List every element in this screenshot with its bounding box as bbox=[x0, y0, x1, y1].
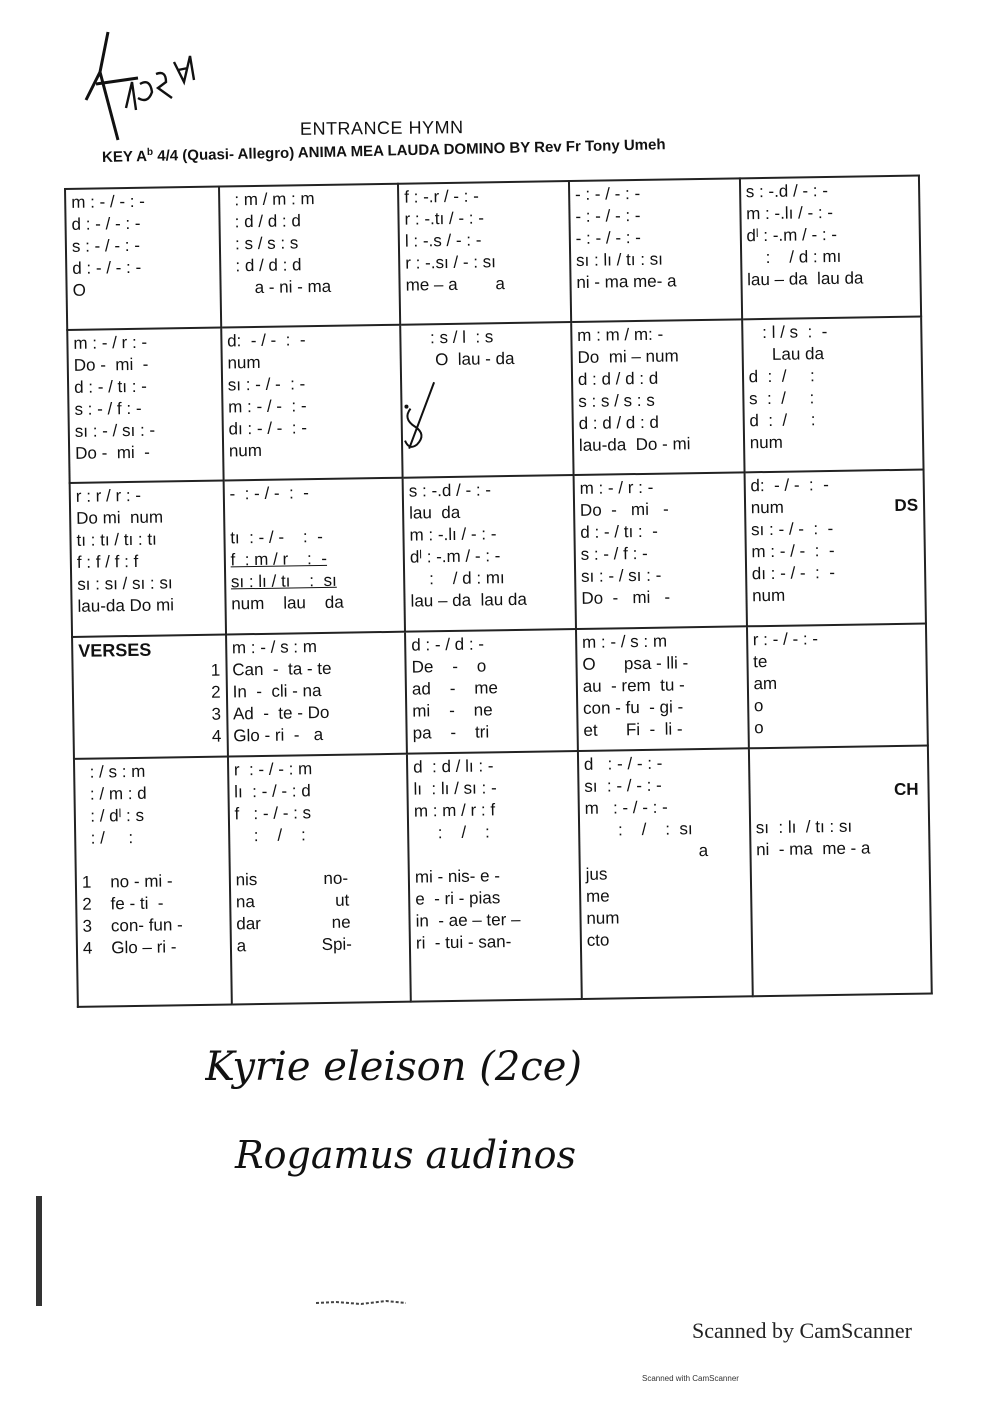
solfa-line: s : - / f : - bbox=[580, 544, 648, 565]
solfa-line: l : -.s / - : - bbox=[404, 230, 482, 251]
lyric-line: am bbox=[753, 673, 778, 694]
scan-edge-mark bbox=[36, 1196, 42, 1306]
cell-3-2 bbox=[223, 478, 405, 634]
lyric-line: o bbox=[753, 695, 764, 716]
solfa-line: s : / : bbox=[748, 388, 815, 409]
scan-speck bbox=[316, 1298, 406, 1306]
lyric-line: lau – da lau da bbox=[410, 590, 527, 611]
lyric-line: lau – da lau da bbox=[747, 268, 864, 290]
verse-lyric: na ut bbox=[235, 890, 350, 912]
solfa-line: r : -.tı / - : - bbox=[404, 208, 485, 229]
cell-4-3 bbox=[405, 629, 578, 754]
solfa-line: - : - / - : - bbox=[575, 205, 641, 226]
lyric-line: con - fu - gi - bbox=[582, 697, 684, 718]
solfa-line: : / dˡ : s bbox=[80, 805, 145, 826]
handwritten-line-1: Kyrie eleison (2ce) bbox=[205, 1044, 582, 1090]
solfa-line: sı : - / - : - bbox=[750, 519, 834, 540]
lyric-line: O psa - lli - bbox=[582, 653, 689, 674]
verse-lyric: 4 Glo – ri - bbox=[82, 937, 177, 958]
solfa-line: dı : - / - : - bbox=[751, 563, 836, 584]
lyric-line: Glo - ri - a bbox=[233, 724, 324, 746]
solfa-line: : / d : mı bbox=[746, 246, 842, 268]
solfa-line: m : - / r : - bbox=[73, 332, 148, 353]
solfa-line: s : -.d / - : - bbox=[408, 480, 492, 501]
solfa-line: : d / d : d bbox=[225, 211, 302, 232]
score-sheet bbox=[64, 175, 933, 1008]
lyric-line: me – a a bbox=[405, 274, 505, 295]
score-row-1 bbox=[65, 176, 921, 330]
solfa-line: r : - / - : m bbox=[233, 759, 313, 780]
verse-number: 1 bbox=[210, 660, 221, 680]
solfa-line: m : -.lı / - : - bbox=[409, 524, 497, 545]
score-row-5 bbox=[74, 745, 932, 1007]
solfa-line: f : -.r / - : - bbox=[404, 186, 479, 207]
solfa-line: : / m : d bbox=[80, 783, 147, 804]
verse-number: 2 bbox=[211, 682, 221, 702]
solfa-line: sı : lı / tı : sı bbox=[230, 571, 337, 592]
cell-3-4 bbox=[573, 473, 746, 629]
signature-flora bbox=[78, 22, 218, 152]
solfa-line: m : - / r : - bbox=[579, 478, 654, 499]
lyric-line: lau da bbox=[409, 503, 461, 523]
lyric-line: O lau - da bbox=[406, 348, 515, 370]
lyric-line: num bbox=[749, 432, 783, 453]
solfa-line: m : - / - : - bbox=[584, 797, 668, 818]
key-rest: 4/4 (Quasi- Allegro) ANIMA MEA LAUDA DOMINO BY Rev Fr Tony Umeh bbox=[152, 136, 666, 165]
solfa-line: d : / : bbox=[749, 410, 816, 431]
cell-1-2 bbox=[219, 184, 401, 328]
lyric-line: et Fi - li - bbox=[583, 719, 683, 740]
hymn-title: ENTRANCE HYMN bbox=[299, 117, 464, 139]
lyric-line: o bbox=[754, 717, 764, 738]
verse-lyric: dar ne bbox=[236, 912, 351, 934]
verse-lyric: 2 fe - ti - bbox=[82, 893, 164, 914]
lyric-line: lau-da Do mi bbox=[77, 595, 175, 617]
solfa-line: lı : lı / sı : - bbox=[413, 778, 497, 799]
lyric-line: Do mi num bbox=[76, 507, 164, 529]
solfa-line: - : - / - : - bbox=[575, 227, 641, 248]
score-row-3 bbox=[70, 470, 926, 637]
cell-4-5 bbox=[747, 623, 928, 748]
solfa-line: - : - / - : - bbox=[574, 183, 641, 204]
lyric-line: Do - mi - bbox=[579, 499, 669, 521]
verse-lyric: me bbox=[585, 886, 610, 906]
solfa-line: d : d / d : d bbox=[578, 412, 660, 433]
cell-5-3 bbox=[407, 751, 582, 1002]
cell-3-3 bbox=[403, 475, 576, 631]
lyric-text: num bbox=[750, 498, 784, 518]
solfa-line: r : -.sı / - : sı bbox=[405, 252, 497, 273]
cell-3-1 bbox=[70, 481, 226, 637]
cell-2-2 bbox=[221, 325, 403, 481]
solfa-line: d : d / lı : - bbox=[413, 756, 494, 777]
handwritten-notes bbox=[205, 1028, 645, 1188]
solfa-line: sı : - / - : - bbox=[584, 775, 662, 796]
ds-label: DS bbox=[894, 495, 919, 516]
key-flat: b bbox=[146, 146, 154, 158]
solfa-line: m : -.lı / - : - bbox=[745, 202, 834, 224]
solfa-line: dı : - / - : - bbox=[228, 418, 308, 439]
cell-3-5 bbox=[744, 470, 926, 626]
verse-lyric: e - ri - pias bbox=[415, 888, 501, 909]
solfa-line: tı : - / - : - bbox=[230, 527, 323, 548]
solfa-line: sı : - / sı : - bbox=[74, 420, 156, 441]
lyric-line: lau-da Do - mi bbox=[578, 434, 691, 455]
cell-2-1 bbox=[67, 327, 223, 483]
solfa-line: s : s / s : s bbox=[578, 390, 655, 411]
solfa-line: : d / d : d bbox=[225, 255, 302, 276]
blank-line bbox=[230, 503, 398, 528]
lyric-line: Do mi – num bbox=[577, 346, 679, 367]
scanner-watermark-small: Scanned with CamScanner bbox=[642, 1374, 739, 1383]
solfa-line: : s / s : s bbox=[225, 233, 299, 254]
lyric-line: Do - mi - bbox=[73, 354, 149, 375]
solfa-line: sı : lı / tı : sı bbox=[755, 816, 853, 838]
verse-number: 4 bbox=[211, 726, 222, 746]
solfa-line: m : - / s : m bbox=[231, 636, 318, 658]
verses-label: VERSES bbox=[78, 639, 152, 661]
cell-4-4 bbox=[576, 626, 749, 751]
solfa-line: : / : sı bbox=[584, 819, 693, 840]
lyric-line: a bbox=[585, 840, 709, 862]
solfa-line: s : - / - : - bbox=[71, 235, 141, 256]
solfa-line: : l / s : - bbox=[747, 321, 828, 343]
solfa-line: s : - / f : - bbox=[74, 398, 142, 419]
handwritten-line-2: Rogamus audinos bbox=[235, 1133, 577, 1177]
lyric-line: ni - ma me - a bbox=[755, 838, 871, 860]
scanner-watermark: Scanned by CamScanner bbox=[692, 1318, 912, 1343]
solfa-line: : m / m : m bbox=[224, 189, 315, 210]
solfa-line: d : - / tı : - bbox=[73, 376, 148, 397]
verse-lyric: jus bbox=[585, 864, 608, 884]
lyric-line: De - o bbox=[411, 656, 487, 677]
lyric-line: ni - ma me- a bbox=[576, 271, 677, 292]
verse-lyric: 3 con- fun - bbox=[82, 915, 183, 936]
solfa-line: : / : bbox=[81, 827, 134, 848]
solfa-line: : / d : mı bbox=[410, 568, 505, 589]
cell-5-4 bbox=[578, 748, 753, 999]
solfa-line: tı : tı / tı : tı bbox=[76, 529, 157, 551]
solfa-line: f : - / - : s bbox=[234, 803, 312, 824]
score-row-4 bbox=[72, 623, 928, 758]
solfa-line: m : m / r : f bbox=[413, 800, 496, 821]
verse-lyric: mi - nis- e - bbox=[414, 866, 501, 887]
solfa-line: d: - / - : - bbox=[226, 330, 306, 351]
lyric-line: num bbox=[228, 440, 263, 461]
solfa-line: d : - / - : - bbox=[583, 753, 663, 774]
solfa-line: d : - / d : - bbox=[411, 634, 485, 655]
solfa-line: d : - / - : - bbox=[72, 257, 142, 278]
verse-lyric: a Spi- bbox=[236, 934, 353, 956]
lyric-line: O bbox=[72, 280, 86, 300]
lyric-line: pa - tri bbox=[412, 722, 490, 743]
solfa-line: r : - / - : - bbox=[752, 629, 819, 650]
cell-1-3 bbox=[398, 181, 571, 325]
solfa-line: sı : - / - : - bbox=[227, 374, 306, 395]
verse-lyric: num bbox=[586, 908, 620, 928]
lyric-line: num bbox=[227, 352, 261, 373]
verse-lyric: 1 no - mi - bbox=[81, 871, 173, 892]
cell-2-4 bbox=[571, 319, 744, 475]
lyric-line: Ad - te - Do bbox=[232, 702, 330, 724]
lyric-line: Do - mi - bbox=[75, 442, 150, 463]
lyric-line bbox=[751, 495, 919, 520]
lyric-line: a - ni - ma bbox=[226, 276, 332, 298]
lyric-line: ad - me bbox=[411, 678, 499, 699]
cell-1-4 bbox=[569, 178, 742, 322]
lyric-line: num bbox=[751, 586, 786, 606]
cell-5-1 bbox=[74, 756, 232, 1007]
solfa-line: d: - / - : - bbox=[750, 475, 829, 496]
solfa-line: m : - / - : - bbox=[228, 396, 307, 417]
solfa-line: sı : - / sı : - bbox=[580, 566, 662, 587]
solfa-line: s : -.d / - : - bbox=[745, 181, 829, 202]
verse-number: 3 bbox=[211, 704, 222, 724]
solfa-line: f : m / r : - bbox=[230, 549, 328, 570]
solfa-line: sı : lı / tı : sı bbox=[575, 249, 664, 270]
lyric-line: Do - mi - bbox=[581, 587, 671, 609]
verse-lyric: in - ae – ter – bbox=[415, 909, 521, 931]
solfa-line: f : f / f : f bbox=[76, 552, 139, 573]
solfa-line: r : r / r : - bbox=[75, 486, 142, 507]
cell-4-2 bbox=[226, 632, 407, 757]
solfa-line: : / : bbox=[414, 822, 490, 843]
solfa-line: d : - / tı : - bbox=[580, 522, 658, 543]
cell-4-1 bbox=[72, 634, 228, 758]
solfa-line: dˡ : -.m / - : - bbox=[746, 224, 838, 246]
solfa-line: : s / l : s bbox=[406, 327, 494, 348]
solfa-line: : / s : m bbox=[80, 761, 146, 782]
solfa-line: : / : bbox=[234, 825, 306, 846]
solfa-line: sı : sı / sı : sı bbox=[77, 573, 173, 595]
solfa-line: m : - / - : - bbox=[751, 541, 835, 562]
lyric-line: num lau da bbox=[231, 593, 344, 614]
lyric-line: In - cli - na bbox=[232, 680, 322, 702]
lyric-line: mi - ne bbox=[412, 700, 493, 721]
key-prefix: KEY A bbox=[101, 147, 148, 166]
solfa-line: m : - / s : m bbox=[581, 631, 668, 652]
lyric-line: te bbox=[753, 651, 768, 672]
solfa-line: dˡ : -.m / - : - bbox=[409, 546, 501, 567]
solfa-line: d : / : bbox=[748, 366, 815, 387]
solfa-line: - : - / - : - bbox=[229, 483, 310, 504]
solfa-line: d : d / d : d bbox=[577, 368, 659, 389]
solfa-line: m : - / - : - bbox=[71, 191, 146, 212]
score-row-2 bbox=[67, 316, 923, 483]
solfa-line: lı : - / - : d bbox=[234, 781, 311, 802]
ch-label: CH bbox=[893, 779, 919, 799]
segno-mark bbox=[400, 378, 441, 459]
cell-5-5 bbox=[749, 745, 932, 996]
lyric-line: Can - ta - te bbox=[232, 658, 332, 680]
cell-1-1 bbox=[65, 187, 221, 330]
verse-lyric: ri - tui - san- bbox=[415, 931, 512, 953]
solfa-line: d : - / - : - bbox=[71, 213, 141, 234]
tonic-solfa-score bbox=[64, 175, 933, 1008]
verse-lyric: cto bbox=[586, 930, 610, 950]
cell-2-5 bbox=[742, 316, 924, 472]
lyric-line: Lau da bbox=[748, 343, 825, 365]
solfa-line: m : m / m: - bbox=[577, 324, 664, 345]
lyric-line: au - rem tu - bbox=[582, 675, 685, 696]
verse-lyric: nis no- bbox=[235, 868, 349, 890]
cell-5-2 bbox=[228, 754, 411, 1005]
cell-1-5 bbox=[740, 176, 922, 320]
